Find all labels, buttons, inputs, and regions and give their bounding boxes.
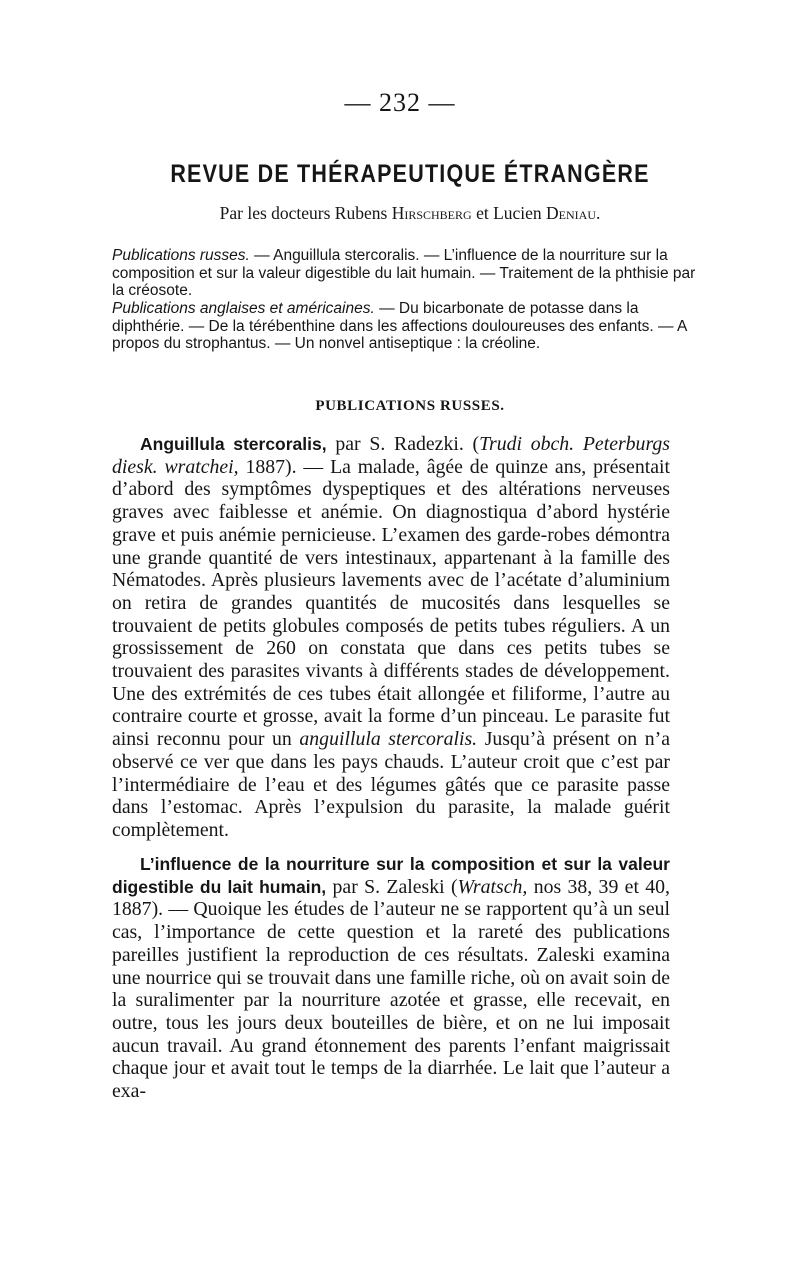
article-byline-lait-humain: par S. Zaleski ( <box>332 875 458 898</box>
page-number: — 232 — <box>344 88 456 117</box>
article-byline-anguillula: par S. Radezki. ( <box>335 433 480 455</box>
summary-label-english-american: Publications anglaises et américaines. <box>112 300 375 317</box>
section-title: REVUE DE THÉRAPEUTIQUE ÉTRANGÈRE <box>170 160 650 188</box>
authors-prefix: Par les docteurs Rubens <box>219 203 388 223</box>
article-title-anguillula: Anguillula stercoralis, <box>140 434 327 454</box>
article-anguillula <box>112 433 670 842</box>
article-body-lait-humain: nos 38, 39 et 40, 1887). — Quoique les études de l’auteur ne se rapportent qu’à un seul cas, l’importance de cette question et la rareté des publications pareilles justifient la reproduction de ces résultats. Zaleski examina une nourrice qui se trouvait dans une famille riche, où on avait soin de la suralimenter par la nourriture azotée et grasse, elle recevait, en outre, tous les jours deux bouteilles de bière, et on ne lui imposait aucun travail. Au grand étonnement des parents l’enfant maigrissait chaque jour et avait tout le temps de la diarrhée. Le lait que l’auteur a exa- <box>112 875 670 1103</box>
summary-russian <box>112 247 708 300</box>
article-body-anguillula: 1887). — La malade, âgée de quinze ans, présentait d’abord des symptômes dyspeptiques et des altérations nerveuses graves avec faiblesse et anémie. On diagnostiqua d’abord hystérie grave et puis anémie pernicieuse. L’examen des garde-robes démontra une grande quantité de vers intestinaux, appartenant à la famille des Nématodes. Après plusieurs lavements avec de l’acétate d’aluminium on retira de grandes quantités de mucosités dans lesquelles se trouvaient de petits globules composés de petits tubes réguliers. A un grossissement de 260 on constata que dans ces petits tubes se trouvaient des parasites vivants à différents stades de développement. Une des extrémités de ces tubes était allongée et filiforme, l’autre au contraire courte et grosse, avait la forme d’un pinceau. Le parasite fut ainsi reconnu pour un <box>112 455 670 751</box>
article-italic-term: anguillula stercoralis. <box>299 728 478 751</box>
summary-text-russian: — Anguillula stercoralis. — L’influence de la nourriture sur la composition et sur la valeur digestible du lait humain. — Traitement de la phthisie par la créosote. <box>112 247 696 299</box>
author-deniau: Deniau <box>546 203 596 223</box>
article-body-anguillula-end: Jusqu’à présent on n’a observé ce ver que dans les pays chauds. L’auteur croit que c’est par l’intermédiaire de l’eau et des légumes gâtés que ce parasite passe dans l’estomac. Après l’expulsion du parasite, la malade guérit complètement. <box>112 728 671 841</box>
summary-english-american <box>112 300 708 353</box>
authors-suffix: . <box>596 203 601 223</box>
authors-middle: et Lucien <box>476 203 542 223</box>
article-title-lait-humain: L’influence de la nourriture sur la composition et sur la valeur digestible du lait humain, <box>112 854 670 897</box>
article-citation-lait-humain: Wratsch, <box>457 875 528 898</box>
article-citation-anguillula: Trudi obch. Peterburgs diesk. wratchei, <box>112 433 671 478</box>
article-lait-humain <box>112 853 670 1103</box>
summary-text-english-american: — Du bicarbonate de potasse dans la diphthérie. — De la térébenthine dans les affections douloureuses des enfants. — A propos du strophantus. — Un nonvel antiseptique : la créoline. <box>112 300 687 352</box>
summary-label-russian: Publications russes. <box>112 247 250 264</box>
authors-line <box>112 203 708 224</box>
author-hirschberg: Hirschberg <box>391 203 472 223</box>
subsection-title: PUBLICATIONS RUSSES. <box>315 398 505 414</box>
